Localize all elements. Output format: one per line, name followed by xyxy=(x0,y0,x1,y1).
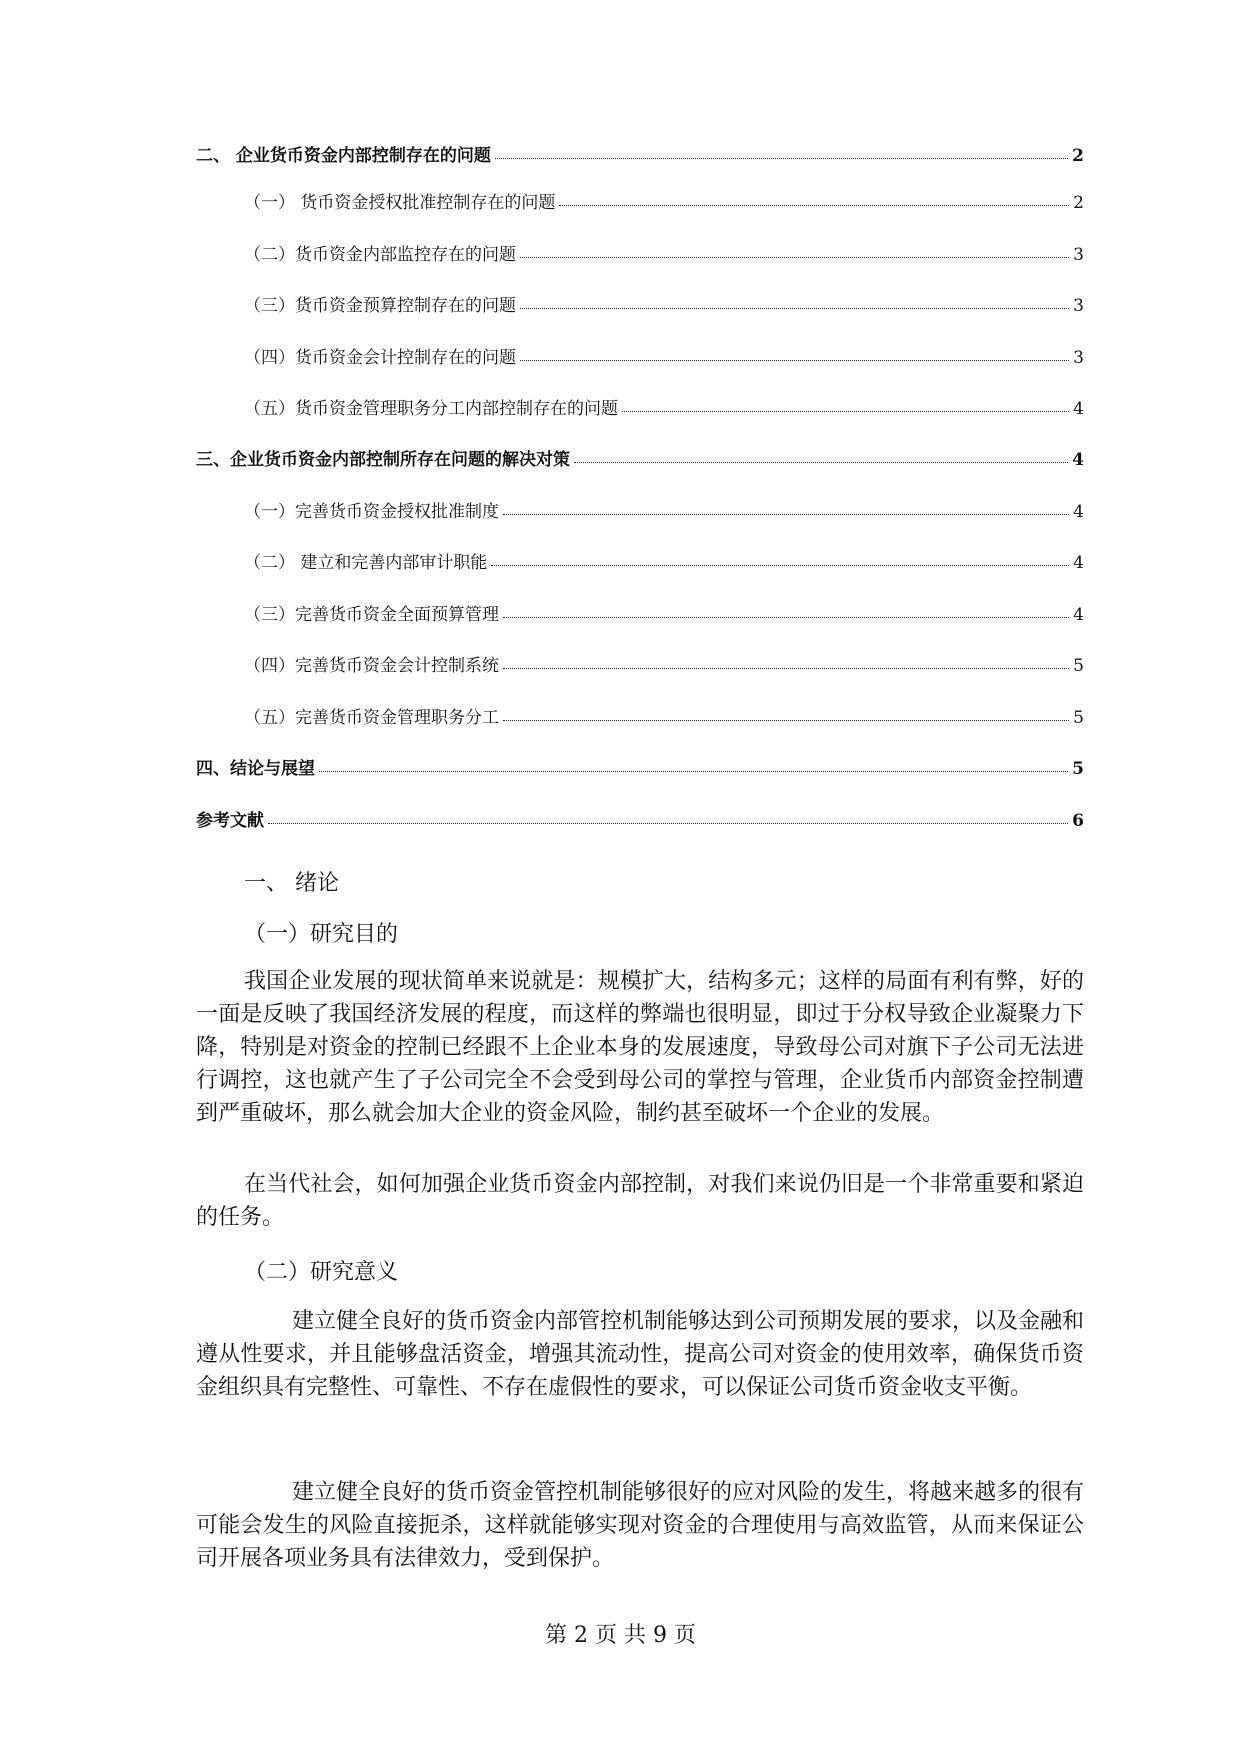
toc-entry-label: （二） 建立和完善内部审计职能 xyxy=(244,553,488,573)
toc-leader-dots xyxy=(319,771,1068,772)
toc-entry[interactable] xyxy=(196,543,1084,573)
toc-entry-page: 4 xyxy=(1073,502,1084,522)
toc-leader-dots xyxy=(491,565,1069,566)
toc-leader-dots xyxy=(622,411,1069,412)
section-heading: 一、 绪论 xyxy=(244,871,339,896)
toc-entry-page: 4 xyxy=(1073,605,1084,625)
toc-entry-page: 5 xyxy=(1072,759,1084,779)
toc-leader-dots xyxy=(520,308,1069,309)
toc-entry-label: 参考文献 xyxy=(196,811,264,831)
toc-entry-page: 4 xyxy=(1073,399,1084,419)
toc-entry[interactable] xyxy=(196,286,1084,316)
toc-entry-label: 四、结论与展望 xyxy=(196,759,315,779)
toc-entry[interactable] xyxy=(196,492,1084,522)
toc-entry-label: 二、 企业货币资金内部控制存在的问题 xyxy=(196,146,491,166)
body-paragraph: 建立健全良好的货币资金管控机制能够很好的应对风险的发生，将越来越多的很有可能会发生的风险直接扼杀，这样就能够实现对资金的合理使用与高效监管，从而来保证公司开展各项业务具有法律效力，受到保护。 xyxy=(196,1480,1085,1571)
toc-entry-page: 2 xyxy=(1072,146,1084,166)
toc-leader-dots xyxy=(503,720,1069,721)
toc-entry-label: （五）完善货币资金管理职务分工 xyxy=(244,708,499,728)
toc-entry[interactable] xyxy=(196,136,1084,166)
toc-leader-dots xyxy=(268,823,1068,824)
toc-entry-label: （五）货币资金管理职务分工内部控制存在的问题 xyxy=(244,399,618,419)
toc-entry[interactable] xyxy=(196,235,1084,265)
body-paragraph: 我国企业发展的现状简单来说就是：规模扩大，结构多元；这样的局面有利有弊，好的一面是反映了我国经济发展的程度，而这样的弊端也很明显，即过于分权导致企业凝聚力下降，特别是对资金的控制已经跟不上企业本身的发展速度，导致母公司对旗下子公司无法进行调控，这也就产生了子公司完全不会受到母公司的掌控与管理，企业货币内部资金控制遭到严重破坏，那么就会加大企业的资金风险，制约甚至破坏一个企业的发展。 xyxy=(196,969,1084,1126)
toc-leader-dots xyxy=(520,360,1069,361)
toc-entry-page: 3 xyxy=(1073,245,1084,265)
toc-entry-label: 三、企业货币资金内部控制所存在问题的解决对策 xyxy=(196,450,570,470)
toc-entry[interactable] xyxy=(196,183,1084,213)
toc-leader-dots xyxy=(495,158,1068,159)
toc-entry-label: （一） 货币资金授权批准控制存在的问题 xyxy=(244,193,556,213)
toc-entry[interactable] xyxy=(196,440,1084,470)
toc-entry-label: （三）货币资金预算控制存在的问题 xyxy=(244,296,516,316)
toc-entry-page: 4 xyxy=(1073,553,1084,573)
toc-entry-page: 6 xyxy=(1072,811,1084,831)
toc-entry-label: （三）完善货币资金全面预算管理 xyxy=(244,605,499,625)
toc-entry[interactable] xyxy=(196,389,1084,419)
toc-entry[interactable] xyxy=(196,338,1084,368)
toc-entry-page: 4 xyxy=(1072,450,1084,470)
subsection-heading: （二）研究意义 xyxy=(244,1260,399,1285)
toc-entry-label: （四）完善货币资金会计控制系统 xyxy=(244,656,499,676)
toc-entry-page: 3 xyxy=(1073,348,1084,368)
toc-entry-page: 5 xyxy=(1073,708,1084,728)
body-paragraph: 建立健全良好的货币资金内部管控机制能够达到公司预期发展的要求，以及金融和遵从性要求，并且能够盘活资金，增强其流动性，提高公司对资金的使用效率，确保货币资金组织具有完整性、可靠性、不存在虚假性的要求，可以保证公司货币资金收支平衡。 xyxy=(196,1309,1085,1400)
toc-entry[interactable] xyxy=(196,646,1084,676)
page-footer: 第 2 页 共 9 页 xyxy=(545,1623,696,1648)
toc-entry[interactable] xyxy=(196,749,1084,779)
toc-entry[interactable] xyxy=(196,595,1084,625)
toc-entry[interactable] xyxy=(196,698,1084,728)
toc-leader-dots xyxy=(503,514,1069,515)
toc-leader-dots xyxy=(520,257,1069,258)
subsection-heading: （一）研究目的 xyxy=(244,922,399,947)
toc-entry[interactable] xyxy=(196,801,1084,831)
toc-entry-page: 2 xyxy=(1073,193,1084,213)
toc-leader-dots xyxy=(503,668,1069,669)
toc-entry-label: （一）完善货币资金授权批准制度 xyxy=(244,502,499,522)
toc-leader-dots xyxy=(574,462,1068,463)
toc-leader-dots xyxy=(559,205,1069,206)
body-paragraph: 在当代社会，如何加强企业货币资金内部控制，对我们来说仍旧是一个非常重要和紧迫的任务。 xyxy=(196,1172,1084,1230)
toc-leader-dots xyxy=(503,617,1069,618)
toc-entry-label: （二）货币资金内部监控存在的问题 xyxy=(244,245,516,265)
toc-entry-page: 5 xyxy=(1073,656,1084,676)
toc-entry-page: 3 xyxy=(1073,296,1084,316)
toc-entry-label: （四）货币资金会计控制存在的问题 xyxy=(244,348,516,368)
